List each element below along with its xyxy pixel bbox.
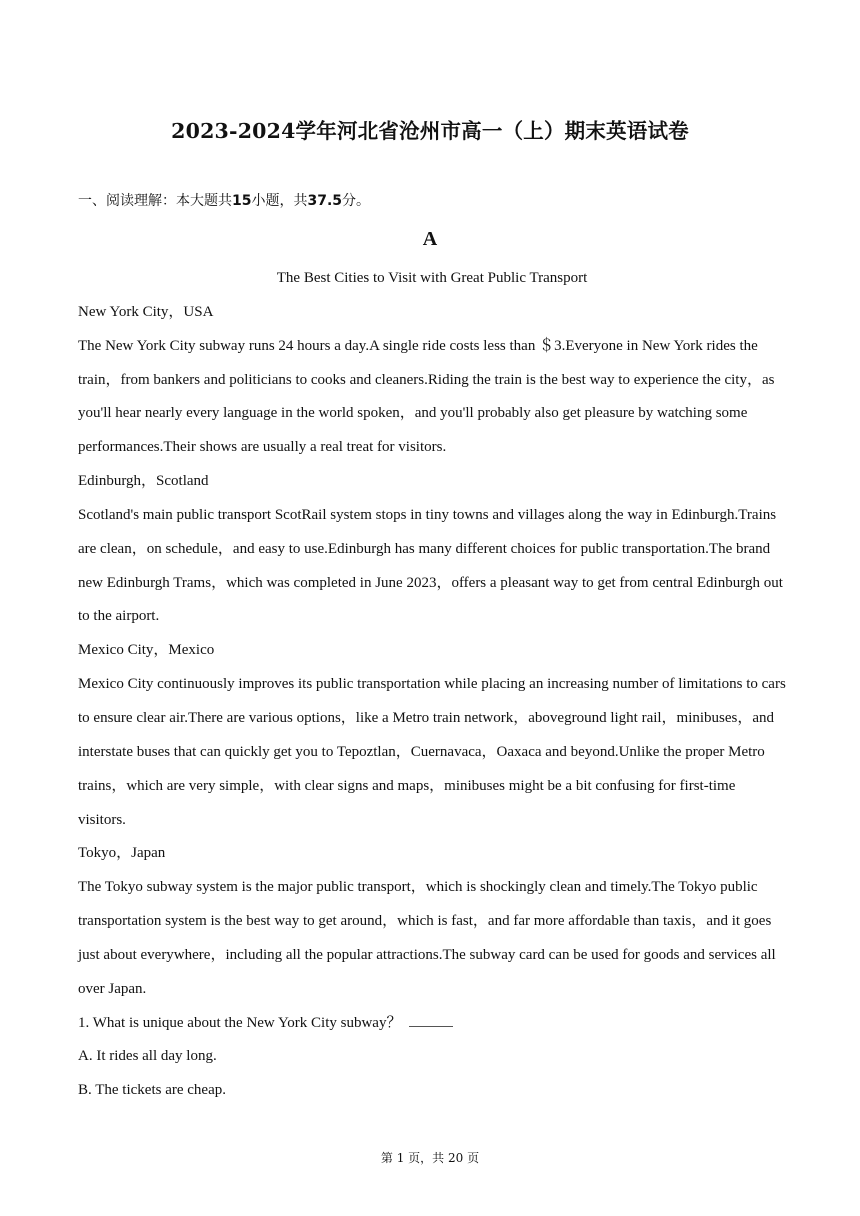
option-b: B. The tickets are cheap.	[78, 1082, 226, 1099]
question-count: 15	[232, 193, 252, 209]
city-heading-tokyo: Tokyo，Japan	[78, 845, 166, 862]
total-points: 37.5	[307, 193, 343, 209]
city-paragraph-edinburgh: Scotland's main public transport ScotRail system stops in tiny towns and villages along the way in Edinburgh.Trains are clean，on schedule，and easy to use.Edinburgh has many different choices for public transportation.The brand new Edinburgh Trams，which was completed in June 2023，offers a pleasant way to get from central Edinburgh out to the airport.	[78, 506, 783, 625]
question-stem: 1. What is unique about the New York City subway？	[78, 1014, 402, 1031]
city-paragraph-new-york: The New York City subway runs 24 hours a day.A single ride costs less than ＄3.Everyone in New York rides the train，from bankers and politicians to cooks and cleaners.Riding the train is the best way to experience the city，as you'll hear nearly every language in the world spoken，and you'll probably also get pleasure by watching some performances.Their shows are usually a real treat for visitors.	[78, 337, 775, 456]
question-1	[78, 1007, 786, 1041]
section-heading	[78, 190, 370, 210]
option-a: A. It rides all day long.	[78, 1048, 217, 1065]
document-title: 2023-2024学年河北省沧州市高一（上）期末英语试卷	[171, 119, 689, 143]
page-footer: 第 1 页，共 20 页	[380, 1151, 480, 1165]
city-heading-mexico-city: Mexico City，Mexico	[78, 642, 215, 659]
passage-letter: A	[422, 228, 438, 250]
city-heading-new-york: New York City，USA	[78, 303, 214, 320]
section-prefix: 一、阅读理解：本大题共	[78, 193, 232, 209]
section-suffix: 分。	[342, 193, 371, 209]
city-paragraph-tokyo: The Tokyo subway system is the major public transport，which is shockingly clean and timely.The Tokyo public transportation system is the best way to get around，which is fast，and far more affordable than taxis，and it goes just about everywhere，including all the popular attractions.The subway card can be used for goods and services all over Japan.	[78, 879, 776, 997]
city-paragraph-mexico-city: Mexico City continuously improves its public transportation while placing an increasing number of limitations to cars to ensure clear air.There are various options，like a Metro train network，aboveground light rail，minibuses，and interstate buses that can quickly get you to Tepoztlan，Cuernavaca，Oaxaca and beyond.Unlike the proper Metro trains，which are very simple，with clear signs and maps，minibuses might be a bit confusing for first-time visitors.	[78, 676, 786, 828]
passage-title: The Best Cities to Visit with Great Public Transport	[276, 270, 588, 286]
passage-body	[78, 262, 786, 1108]
section-middle: 小题，共	[251, 193, 308, 209]
answer-blank	[409, 1014, 453, 1027]
city-heading-edinburgh: Edinburgh，Scotland	[78, 473, 209, 490]
